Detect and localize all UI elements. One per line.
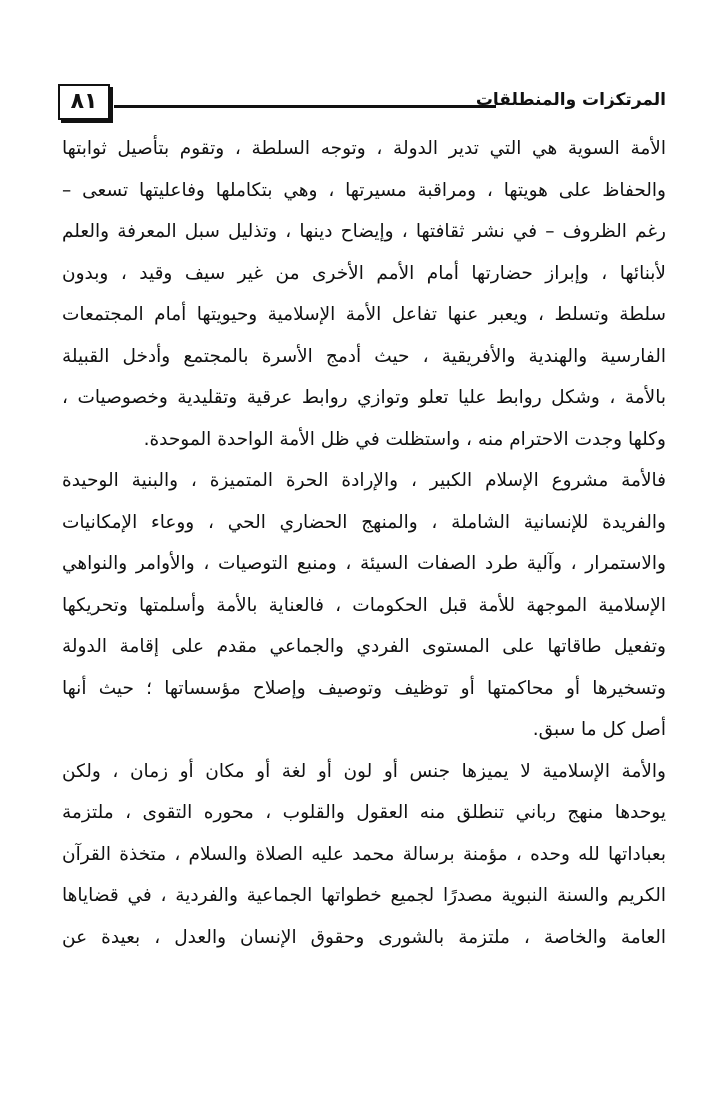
body-text <box>62 128 666 958</box>
text-line: سلطة وتسلط ، ويعبر عنها تفاعل الأمة الإسلامية وحيويتها أمام المجتمعات <box>62 304 666 325</box>
text-line: والأمة الإسلامية لا يميزها جنس أو لون أو لغة أو مكان أو زمان ، ولكن <box>62 760 666 782</box>
text-line: الكريم والسنة النبوية مصدرًا لجميع خطواتها الجماعية والفردية ، في قضاياها <box>62 885 666 906</box>
text-line: وتفعيل طاقاتها على المستوى الفردي والجماعي مقدم على إقامة الدولة <box>62 636 666 657</box>
text-line: وتسخيرها أو محاكمتها أو توظيف وتوصيف وإصلاح مؤسساتها ؛ حيث أنها <box>62 677 666 699</box>
text-line: رغم الظروف – في نشر ثقافتها ، وإيضاح دينها ، وتذليل سبل المعرفة والعلم <box>62 221 666 242</box>
running-head: المرتكزات والمنطلقات <box>475 90 666 110</box>
text-line: أصل كل ما سبق. <box>532 719 666 740</box>
header-rule <box>114 105 496 108</box>
text-line: والاستمرار ، وآلية طرد الصفات السيئة ، ومنبع التوصيات ، والأوامر والنواهي <box>62 553 666 574</box>
text-line: بعباداتها لله وحده ، مؤمنة برسالة محمد عليه الصلاة والسلام ، متخذة القرآن <box>62 843 666 865</box>
text-line: فالأمة مشروع الإسلام الكبير ، والإرادة الحرة المتميزة ، والبنية الوحيدة <box>62 470 666 491</box>
text-line: بالأمة ، وشكل روابط عليا تعلو وتوازي روابط عرقية وتقليدية وخصوصيات ، <box>62 387 666 408</box>
page-header <box>58 78 666 120</box>
text-line: الفارسية والهندية والأفريقية ، حيث أدمج الأسرة بالمجتمع وأدخل القبيلة <box>62 345 666 367</box>
text-line: العامة والخاصة ، ملتزمة بالشورى وحقوق الإنسان والعدل ، بعيدة عن <box>62 926 666 948</box>
text-line: والفريدة للإنسانية الشاملة ، والمنهج الحضاري الحي ، ووعاء الإمكانيات <box>62 511 666 533</box>
text-line: والحفاظ على هويتها ، ومراقبة مسيرتها ، وهي بتكاملها وفاعليتها تسعى – <box>62 179 666 201</box>
text-line: الإسلامية الموجهة للأمة قبل الحكومات ، فالعناية بالأمة وأسلمتها وتحريكها <box>62 594 666 616</box>
text-line: الأمة السوية هي التي تدير الدولة ، وتوجه السلطة ، وتقوم بتأصيل ثوابتها <box>62 138 666 159</box>
text-line: وكلها وجدت الاحترام منه ، واستظلت في ظل الأمة الواحدة الموحدة. <box>143 428 666 450</box>
text-line: يوحدها منهج رباني تنطلق منه العقول والقلوب ، محوره التقوى ، ملتزمة <box>62 802 666 823</box>
text-line: لأبنائها ، وإبراز حضارتها أمام الأمم الأخرى من غير سيف وقيد ، وبدون <box>62 262 666 284</box>
page-number: ٨١ <box>58 84 110 120</box>
